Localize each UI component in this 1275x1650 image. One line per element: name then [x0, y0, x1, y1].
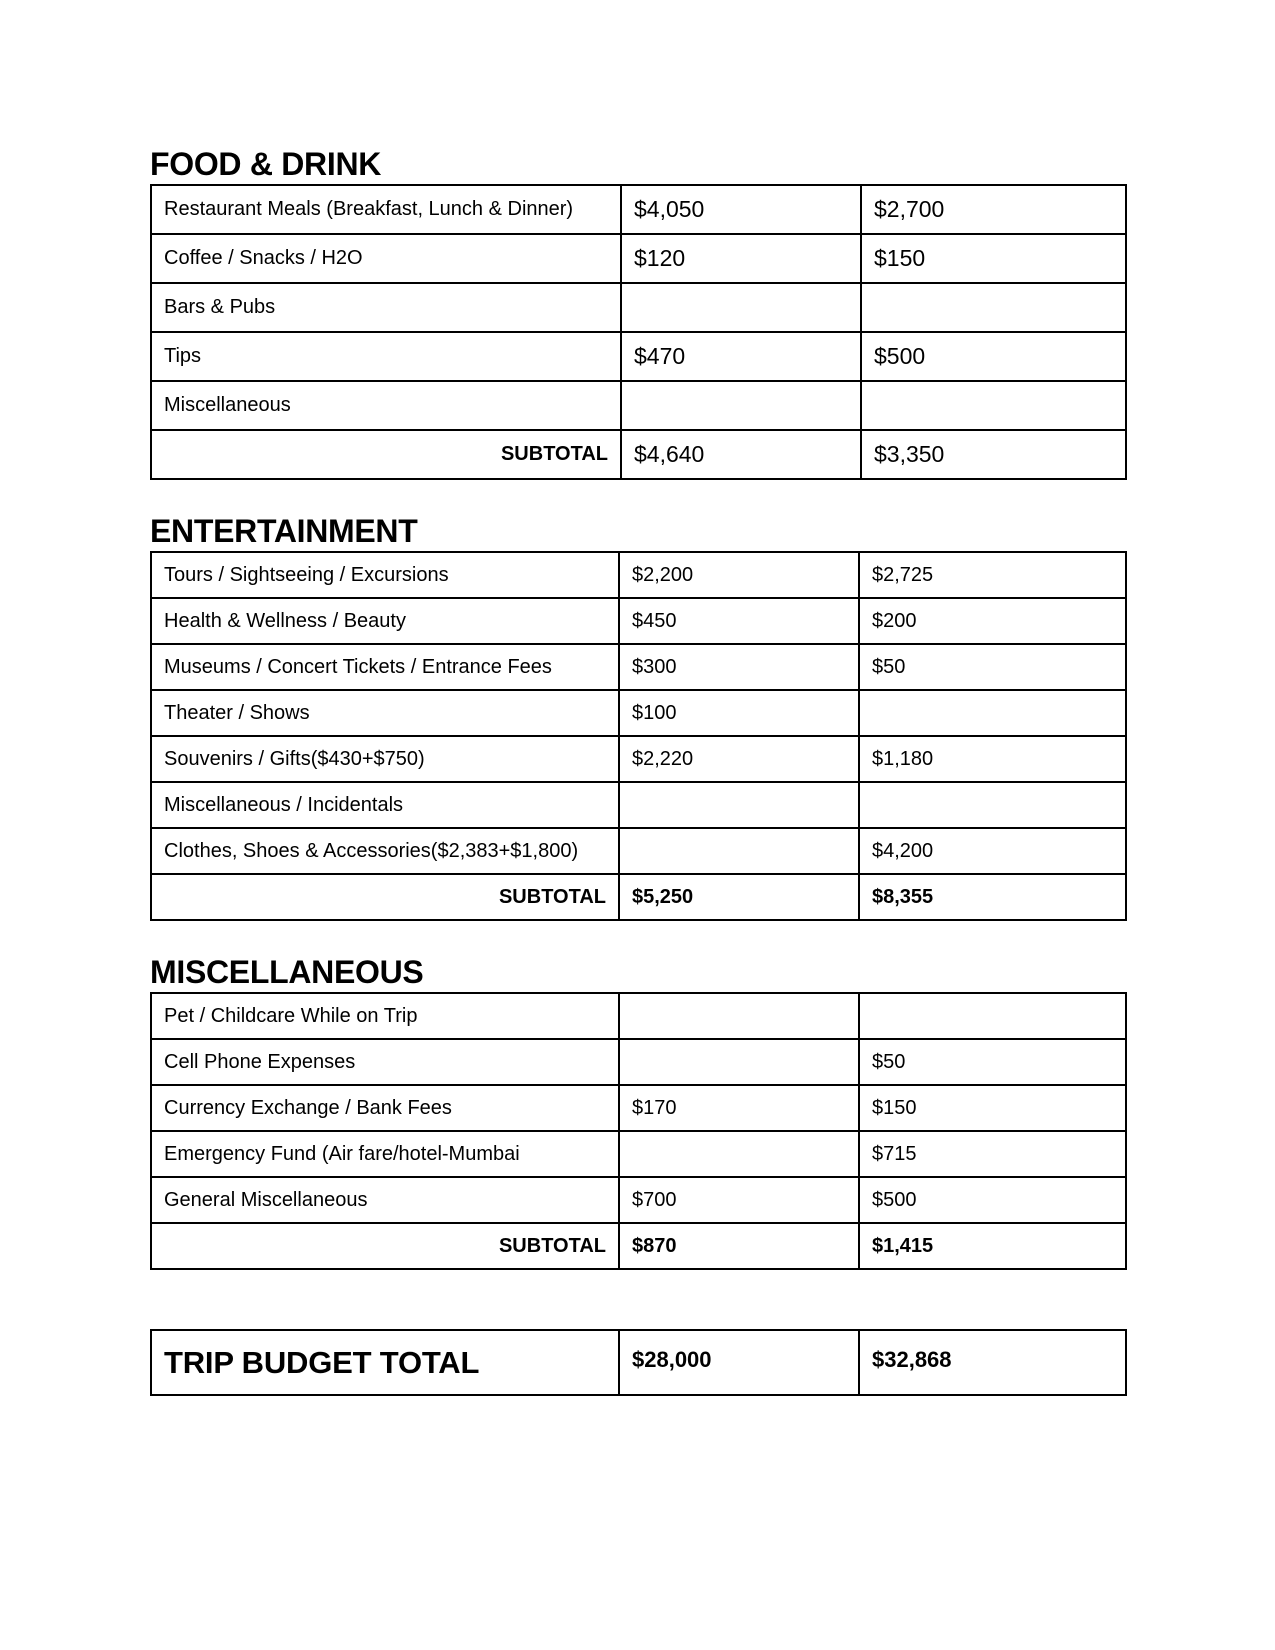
amount-cell: $450	[619, 598, 859, 644]
row-label: Clothes, Shoes & Accessories($2,383+$1,800)	[151, 828, 619, 874]
table-row	[151, 736, 1126, 782]
total-row	[151, 1330, 1126, 1395]
amount-cell	[619, 1131, 859, 1177]
row-label: Tours / Sightseeing / Excursions	[151, 552, 619, 598]
row-label: General Miscellaneous	[151, 1177, 619, 1223]
amount-cell: $4,200	[859, 828, 1126, 874]
subtotal-amount: $870	[619, 1223, 859, 1269]
subtotal-amount: $1,415	[859, 1223, 1126, 1269]
amount-cell	[619, 1039, 859, 1085]
subtotal-row	[151, 874, 1126, 920]
row-label: Miscellaneous	[151, 381, 621, 430]
trip-budget-total-table	[150, 1329, 1127, 1396]
amount-cell: $700	[619, 1177, 859, 1223]
total-amount: $32,868	[859, 1330, 1126, 1395]
amount-cell: $470	[621, 332, 861, 381]
trip-budget-total-label: TRIP BUDGET TOTAL	[151, 1330, 619, 1395]
row-label: Coffee / Snacks / H2O	[151, 234, 621, 283]
table-row	[151, 1131, 1126, 1177]
amount-cell: $2,725	[859, 552, 1126, 598]
section-title-miscellaneous: MISCELLANEOUS	[150, 954, 424, 990]
amount-cell: $2,700	[861, 185, 1126, 234]
amount-cell	[621, 381, 861, 430]
table-row	[151, 690, 1126, 736]
row-label: Pet / Childcare While on Trip	[151, 993, 619, 1039]
table-row	[151, 185, 1126, 234]
table-row	[151, 782, 1126, 828]
subtotal-label: SUBTOTAL	[151, 874, 619, 920]
amount-cell	[619, 828, 859, 874]
table-row	[151, 381, 1126, 430]
row-label: Souvenirs / Gifts($430+$750)	[151, 736, 619, 782]
amount-cell: $50	[859, 1039, 1126, 1085]
amount-cell	[621, 283, 861, 332]
subtotal-amount: $5,250	[619, 874, 859, 920]
amount-cell	[859, 993, 1126, 1039]
amount-cell	[859, 690, 1126, 736]
amount-cell	[859, 782, 1126, 828]
table-row	[151, 828, 1126, 874]
row-label: Cell Phone Expenses	[151, 1039, 619, 1085]
total-amount: $28,000	[619, 1330, 859, 1395]
table-row	[151, 332, 1126, 381]
entertainment-table	[150, 551, 1127, 921]
amount-cell: $150	[859, 1085, 1126, 1131]
amount-cell: $2,220	[619, 736, 859, 782]
amount-cell	[619, 993, 859, 1039]
amount-cell: $170	[619, 1085, 859, 1131]
food-drink-table	[150, 184, 1127, 480]
table-row	[151, 598, 1126, 644]
row-label: Theater / Shows	[151, 690, 619, 736]
table-row	[151, 234, 1126, 283]
table-row	[151, 993, 1126, 1039]
subtotal-amount: $3,350	[861, 430, 1126, 479]
subtotal-amount: $8,355	[859, 874, 1126, 920]
amount-cell: $4,050	[621, 185, 861, 234]
amount-cell: $100	[619, 690, 859, 736]
row-label: Museums / Concert Tickets / Entrance Fees	[151, 644, 619, 690]
row-label: Emergency Fund (Air fare/hotel-Mumbai	[151, 1131, 619, 1177]
section-title-entertainment: ENTERTAINMENT	[150, 513, 418, 549]
amount-cell: $500	[859, 1177, 1126, 1223]
table-row	[151, 1085, 1126, 1131]
subtotal-amount: $4,640	[621, 430, 861, 479]
miscellaneous-table	[150, 992, 1127, 1270]
row-label: Health & Wellness / Beauty	[151, 598, 619, 644]
amount-cell: $1,180	[859, 736, 1126, 782]
amount-cell: $300	[619, 644, 859, 690]
amount-cell: $715	[859, 1131, 1126, 1177]
subtotal-label: SUBTOTAL	[151, 430, 621, 479]
table-row	[151, 644, 1126, 690]
amount-cell: $50	[859, 644, 1126, 690]
subtotal-row	[151, 1223, 1126, 1269]
amount-cell	[861, 381, 1126, 430]
table-row	[151, 1039, 1126, 1085]
amount-cell	[619, 782, 859, 828]
amount-cell	[861, 283, 1126, 332]
amount-cell: $120	[621, 234, 861, 283]
subtotal-row	[151, 430, 1126, 479]
amount-cell: $200	[859, 598, 1126, 644]
table-row	[151, 552, 1126, 598]
subtotal-label: SUBTOTAL	[151, 1223, 619, 1269]
section-title-food-drink: FOOD & DRINK	[150, 146, 382, 182]
amount-cell: $500	[861, 332, 1126, 381]
row-label: Currency Exchange / Bank Fees	[151, 1085, 619, 1131]
row-label: Bars & Pubs	[151, 283, 621, 332]
row-label: Tips	[151, 332, 621, 381]
row-label: Miscellaneous / Incidentals	[151, 782, 619, 828]
row-label: Restaurant Meals (Breakfast, Lunch & Dinner)	[151, 185, 621, 234]
table-row	[151, 283, 1126, 332]
table-row	[151, 1177, 1126, 1223]
amount-cell: $2,200	[619, 552, 859, 598]
amount-cell: $150	[861, 234, 1126, 283]
